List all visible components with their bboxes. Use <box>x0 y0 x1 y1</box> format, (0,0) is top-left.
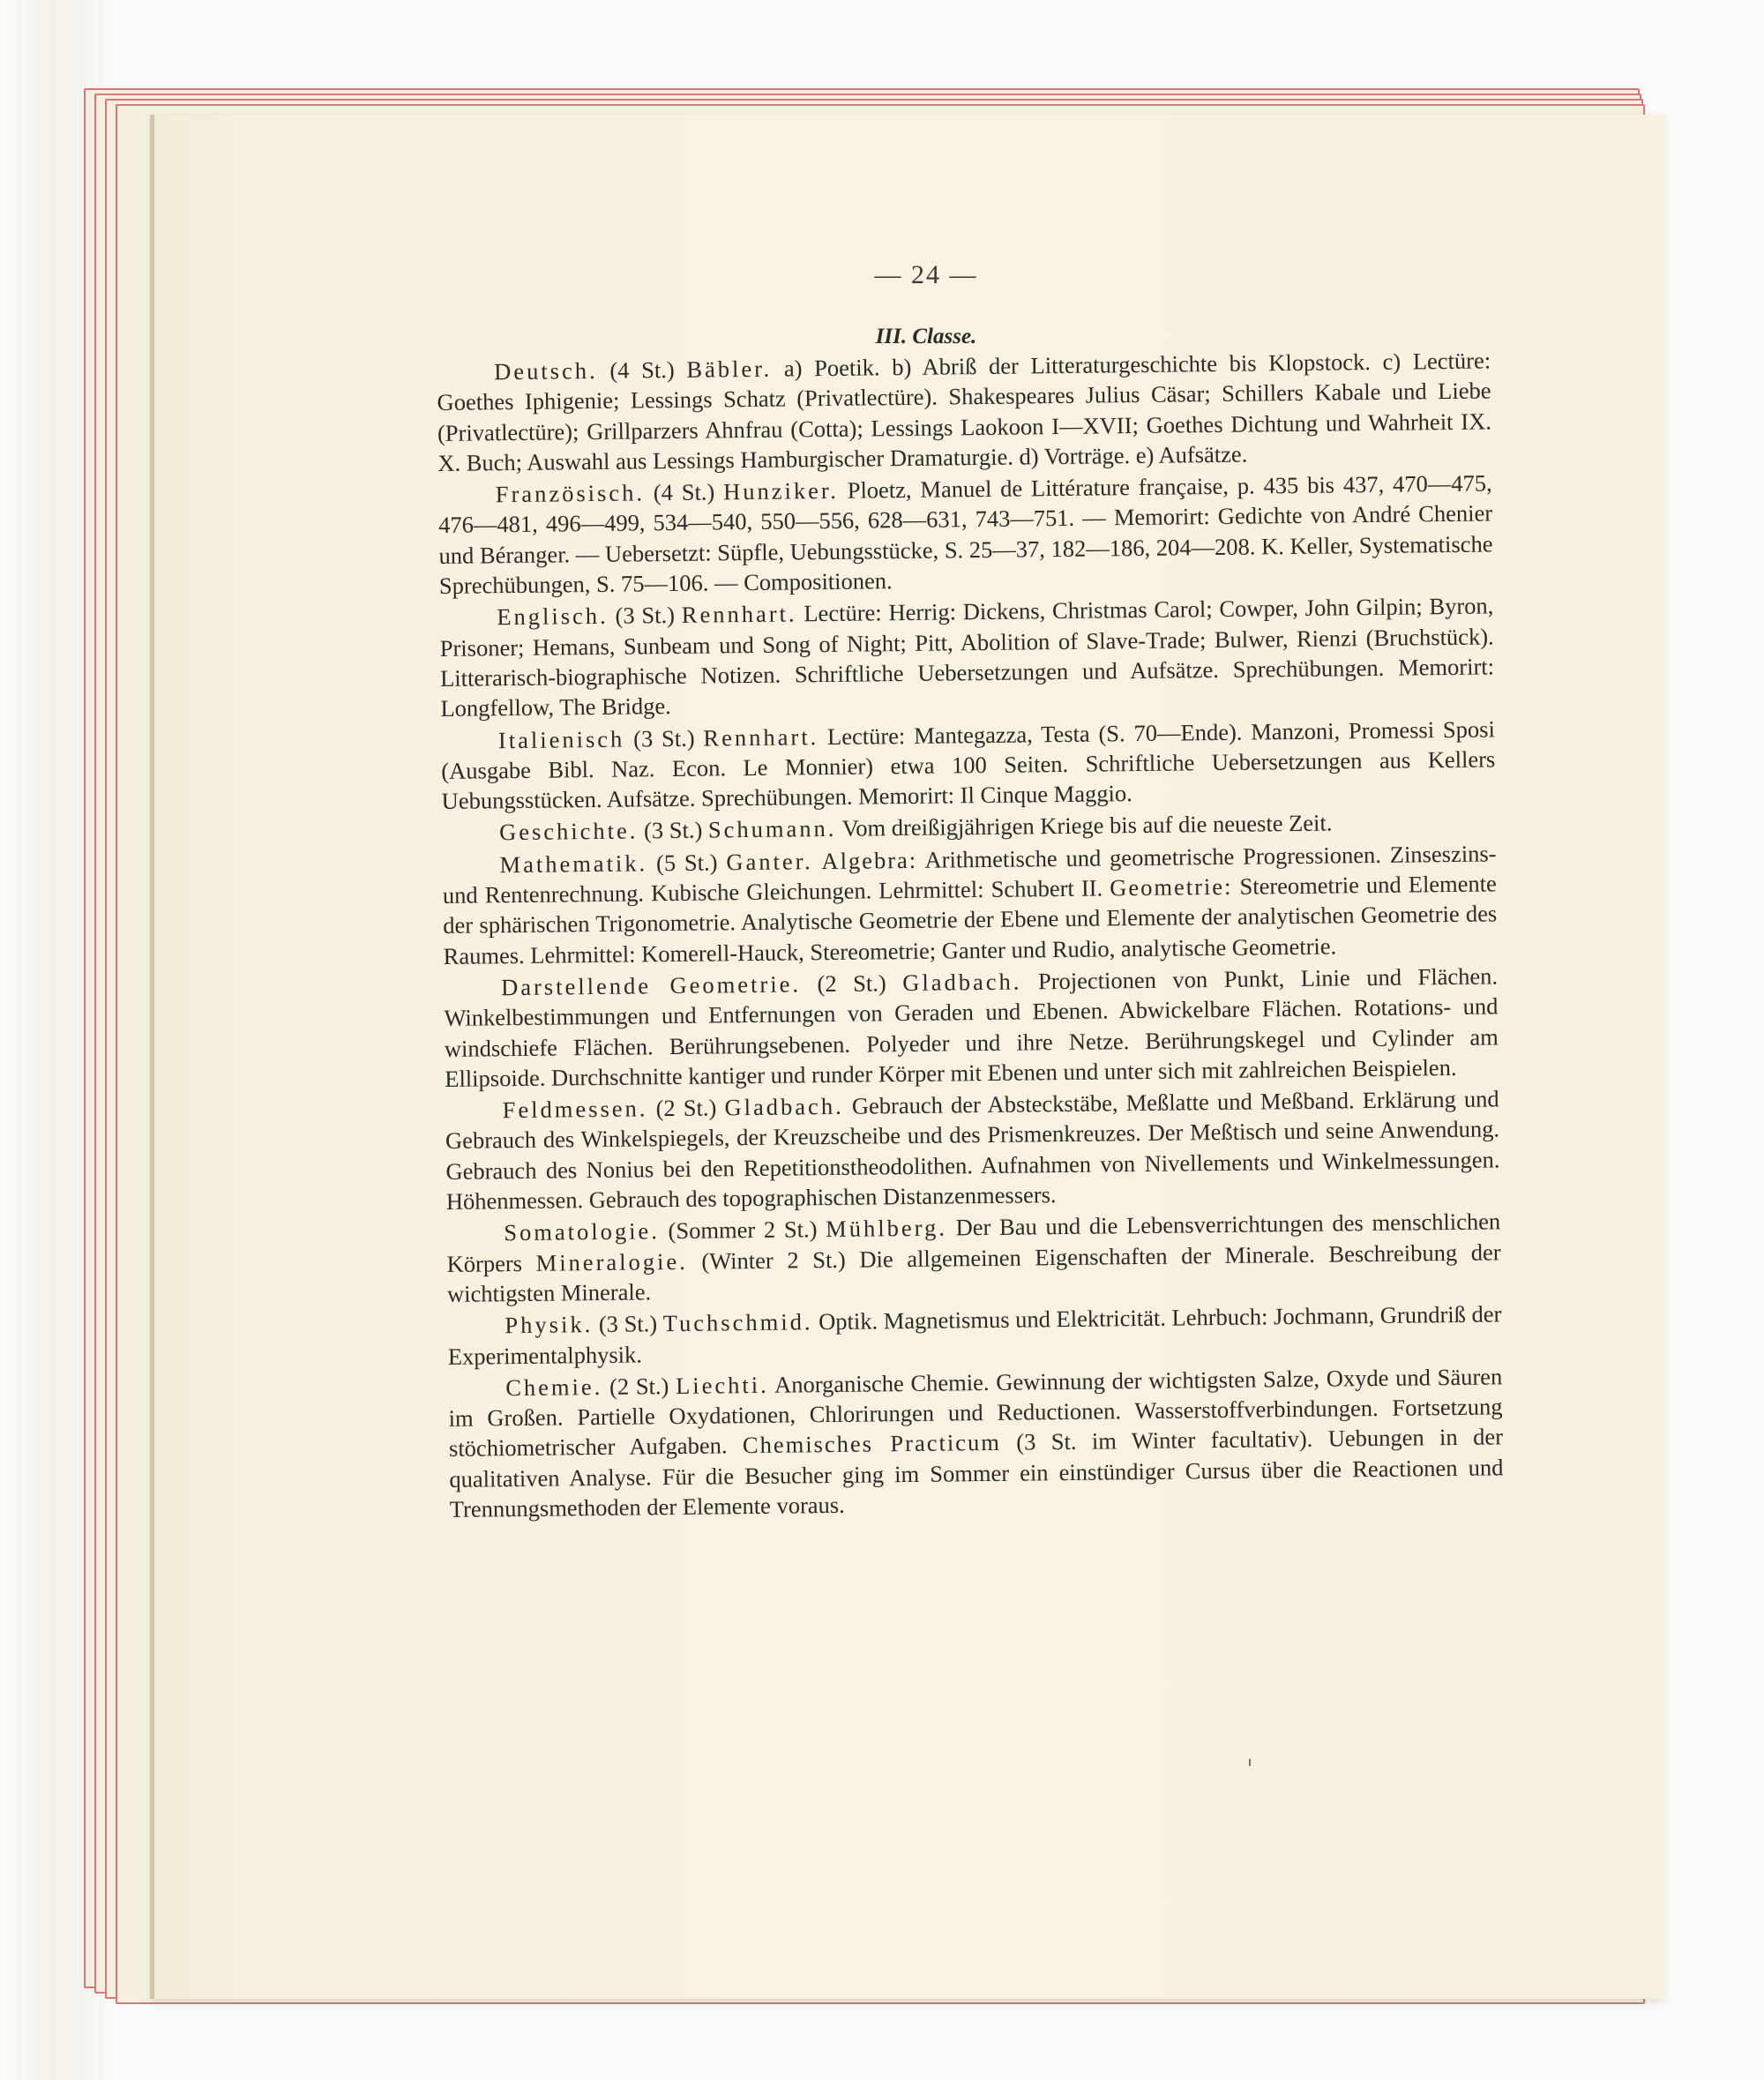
teacher-name: Tuchschmid. <box>662 1308 813 1337</box>
teacher-name: Gladbach. <box>724 1092 844 1121</box>
teacher-name: Bäbler. <box>686 355 773 383</box>
paragraph-italienisch <box>441 714 1496 816</box>
paragraph-somatologie <box>446 1207 1501 1309</box>
hours: (2 St.) <box>817 969 886 998</box>
teacher-name: Liechti. <box>675 1371 769 1399</box>
hours: (4 St.) <box>609 355 675 384</box>
sub-subject-label: Algebra: <box>821 846 918 874</box>
hours: (Winter 2 St.) <box>701 1246 846 1275</box>
teacher-name: Hunziker. <box>722 477 840 505</box>
paragraph-text: Die allgemeinen Eigenschaften der Minerale. Beschreibung der wichtigsten Minerale. <box>446 1238 1501 1307</box>
paragraph-text: Projectionen von Punkt, Linie und Flächen. Winkelbestimmungen und Entfernungen von Geraden und Ebenen. Abwickelbare Flächen. Rotations- und windschiefe Flächen. Berührungsebenen. Polyeder und ihre Netze. Berührungskegel und Cylinder am Ellipsoide. Durchschnitte kantiger und runder Körper mit Ebenen und unter sich mit zahlreichen Beispielen. <box>444 962 1499 1092</box>
paragraph-text: Vom dreißigjährigen Kriege bis auf die neueste Zeit. <box>841 809 1333 842</box>
subject-label: Geschichte. <box>498 817 639 846</box>
subject-label: Italienisch <box>497 725 625 753</box>
teacher-name: Ganter. <box>726 847 813 876</box>
section-title: III. Classe. <box>875 325 977 348</box>
subject-label: Englisch. <box>497 602 609 631</box>
teacher-name: Rennhart. <box>703 722 819 752</box>
paragraph-text: Lectüre: Mantegazza, Testa (S. 70—Ende). Manzoni, Promessi Sposi (Ausgabe Bibl. Naz. Econ. Le Monnier) etwa 100 Seiten. Schriftliche Uebersetzungen aus Kellers Uebungsstücken. Aufsätze. Sprechübungen. Memorirt: Il Cinque Maggio. <box>441 715 1496 815</box>
paragraph-englisch <box>439 591 1494 724</box>
subject-label: Somatologie. <box>504 1217 661 1246</box>
hours: (3 St.) <box>598 1310 658 1338</box>
paragraph-text: a) Poetik. b) Abriß der Litteraturgeschichte bis Klopstock. c) Lectüre: Goethes Iphigenie; Lessings Schatz (Privatlectüre). Shakespeares Julius Cäsar; Schillers Kabale und Liebe (Privatlectüre); Grillparzers Ahnfrau (Cotta); Lessings Laokoon I—XVII; Goethes Dichtung und Wahrheit IX. X. Buch; Auswahl aus Lessings Hamburgischer Dramaturgie. d) Vorträge. e) Aufsätze. <box>437 347 1492 476</box>
teacher-name: Rennhart. <box>681 600 797 629</box>
paragraph-text: Gebrauch der Absteckstäbe, Meßlatte und Meßband. Erklärung und Gebrauch des Winkelspiegels, der Kreuzscheibe und des Prismenkreuzes. Der Meßtisch und seine Anwendung. Gebrauch des Nonius bei den Repetitionstheodolithen. Aufnahmen von Nivellements und Winkelmessungen. Höhenmessen. Gebrauch des topographischen Distanzenmessers. <box>445 1085 1500 1215</box>
page-number: — 24 — <box>874 260 978 289</box>
paragraph-mathematik <box>442 838 1497 971</box>
paragraph-text: (3 St. im Winter facultativ). Uebungen in der qualitativen Analyse. Für die Besucher ging im Sommer ein einstündiger Cursus über die Reactionen und Trennungsmethoden der Elemente voraus. <box>449 1423 1504 1523</box>
hours: (5 St.) <box>655 849 718 876</box>
hours: (3 St.) <box>632 724 695 752</box>
paragraph-physik <box>447 1299 1502 1372</box>
subject-label: Mineralogie. <box>535 1247 688 1276</box>
subject-label: Physik. <box>505 1311 594 1339</box>
subject-label: Chemie. <box>505 1373 603 1401</box>
subject-label: Darstellende Geometrie. <box>500 970 802 1001</box>
hours: (4 St.) <box>653 478 715 506</box>
hours: (2 St.) <box>609 1372 669 1400</box>
paragraph-text: Der Bau und die Lebensverrichtungen des menschlichen Körpers <box>446 1208 1501 1277</box>
teacher-name: Gladbach. <box>902 968 1022 996</box>
hours: (3 St.) <box>643 817 703 844</box>
subject-label: Französisch. <box>495 479 646 508</box>
subject-label: Deutsch. <box>494 356 598 385</box>
paragraph-deutsch <box>437 345 1491 478</box>
paragraph-franzoesisch <box>438 468 1493 602</box>
teacher-name: Schumann. <box>707 815 837 843</box>
paragraph-chemie <box>448 1361 1504 1524</box>
paragraph-text: Arithmetische und geometrische Progressionen. Zinseszins- und Rentenrechnung. Kubische Gleichungen. Lehrmittel: Schubert II. <box>442 840 1497 909</box>
paragraph-darstellende-geometrie <box>444 961 1499 1094</box>
hours: (2 St.) <box>655 1094 717 1122</box>
sub-subject-label: Geometrie: <box>1110 872 1233 902</box>
paragraph-feldmessen <box>445 1084 1499 1217</box>
paragraph-text: Optik. Magnetismus und Elektricität. Lehrbuch: Jochmann, Grundriß der Experimentalphysik. <box>447 1300 1502 1370</box>
subject-label: Feldmessen. <box>502 1095 648 1124</box>
hours: (Sommer 2 St.) <box>668 1216 818 1245</box>
page-body <box>437 345 1504 1524</box>
paragraph-text: Stereometrie und Elemente der sphärischen Trigonometrie. Analytische Geometrie der Ebene und Elemente der analytischen Geometrie des Raumes. Lehrmittel: Komerell-Hauck, Stereometrie; Ganter und Rudio, analytische Geometrie. <box>443 870 1498 969</box>
hours: (3 St.) <box>615 602 676 630</box>
paragraph-text: Ploetz, Manuel de Littérature française, p. 435 bis 437, 470—475, 476—481, 496—499, 534—540, 550—556, 628—631, 743—751. — Memorirt: Gedichte von André Chenier und Béranger. — Uebersetzt: Süpfle, Uebungsstücke, S. 25—37, 182—186, 204—208. K. Keller, Systematische Sprechübungen, S. 75—106. — Compositionen. <box>437 469 1493 600</box>
sub-subject-label: Chemisches Practicum <box>742 1429 1002 1459</box>
paragraph-text: Anorganische Chemie. Gewinnung der wichtigsten Salze, Oxyde und Säuren im Großen. Partielle Oxydationen, Chlorirungen und Reductionen. Wasserstoffverbindungen. Fortsetzung stöchiometrischer Aufgaben. <box>448 1363 1503 1463</box>
subject-label: Mathematik. <box>499 849 648 878</box>
paragraph-text: Lectüre: Herrig: Dickens, Christmas Carol; Cowper, John Gilpin; Byron, Prisoner; Hemans, Sunbeam und Song of Night; Pitt, Abolition of Slave-Trade; Bulwer, Rienzi (Bruchstück). Litterarisch-biographische Notizen. Schriftliche Uebersetzungen und Aufsätze. Sprechübungen. Memorirt: Longfellow, The Bridge. <box>439 592 1495 722</box>
teacher-name: Mühlberg. <box>826 1214 948 1243</box>
page-mark <box>1249 1759 1251 1766</box>
